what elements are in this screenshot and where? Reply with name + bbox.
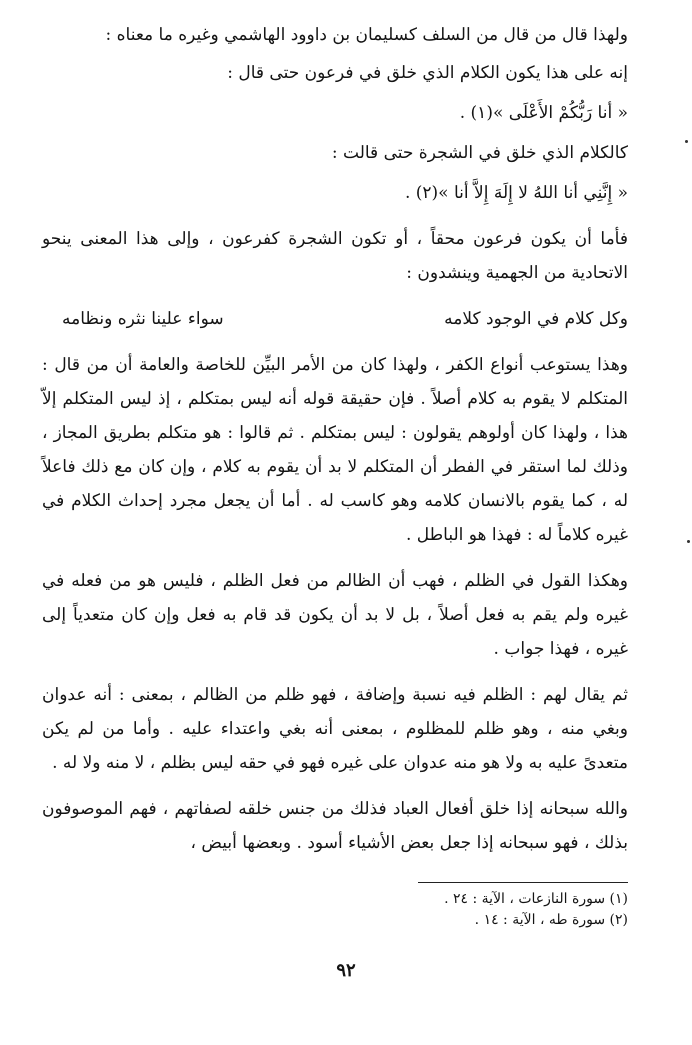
paragraph: ولهذا قال من قال من السلف كسليمان بن داوود الهاشمي وغيره ما معناه : bbox=[105, 25, 628, 45]
verse-first-hemistich: وكل كلام في الوجود كلامه bbox=[444, 309, 628, 329]
paragraph: فأما أن يكون فرعون محقاً ، أو تكون الشجرة كفرعون ، وإلى هذا المعنى ينحو الاتحادية من الجهمية وينشدون : bbox=[42, 229, 628, 283]
page-number: ٩٢ bbox=[336, 960, 356, 981]
paragraph: كالكلام الذي خلق في الشجرة حتى قالت : bbox=[331, 143, 628, 163]
quran-quote: « إِنَّنِي أنا اللهُ لا إِلَهَ إِلاَّ أنا »(٢) . bbox=[404, 183, 628, 203]
quran-quote: « أنا رَبُّكُمْ الأَعْلَى »(١) . bbox=[459, 103, 628, 123]
footnote-divider bbox=[418, 882, 628, 883]
verse-second-hemistich: سواء علينا نثره ونظامه bbox=[62, 309, 224, 329]
paragraph: وهكذا القول في الظلم ، فهب أن الظالم من فعل الظلم ، فليس هو من فعله في غيره ولم يقم به فعل أصلاً ، بل لا بد أن يكون قد قام به فعل وإن كان متعدياً إلى غيره ، فهذا جواب . bbox=[42, 571, 628, 659]
footnote: (١) سورة النازعات ، الآية : ٢٤ . bbox=[444, 891, 628, 907]
paragraph: ثم يقال لهم : الظلم فيه نسبة وإضافة ، فهو ظلم من الظالم ، بمعنى : أنه عدوان وبغي منه ، وهو ظلم للمظلوم ، بمعنى أنه بغي واعتداء عليه . وأما من لم يكن متعدىً عليه به ولا هو منه عدوان على غيره فهو في حقه ليس بظلم ، لا منه ولا له . bbox=[42, 685, 628, 773]
paragraph: وهذا يستوعب أنواع الكفر ، ولهذا كان من الأمر البيِّن للخاصة والعامة أن من قال : المتكلم لا يقوم به كلام أصلاً . فإن حقيقة قوله أنه ليس بمتكلم ، إذ ليس المتكلم إلاّ هذا ، ولهذا كان أولوهم يقولون : ليس بمتكلم . ثم قالوا : هو متكلم بطريق المجاز ، وذلك لما استقر في الفطر أن المتكلم لا بد أن يقوم به كلام ، وإن كان مع ذلك فاعلاً له ، كما يقوم بالانسان كلامه وهو كاسب له . أما أن يجعل مجرد إحداث الكلام في غيره كلاماً له : فهذا هو الباطل . bbox=[42, 355, 628, 545]
margin-dot bbox=[685, 140, 688, 143]
footnotes bbox=[42, 882, 628, 931]
margin-dot bbox=[687, 540, 690, 543]
page-body bbox=[42, 18, 628, 864]
footnote: (٢) سورة طه ، الآية : ١٤ . bbox=[474, 912, 628, 928]
paragraph: إنه على هذا يكون الكلام الذي خلق في فرعون حتى قال : bbox=[227, 63, 628, 83]
paragraph: والله سبحانه إذا خلق أفعال العباد فذلك من جنس خلقه لصفاتهم ، فهم الموصوفون بذلك ، فهو سبحانه إذا جعل بعض الأشياء أسود . وبعضها أبيض ، bbox=[42, 799, 628, 853]
poetry-verse bbox=[42, 302, 628, 336]
